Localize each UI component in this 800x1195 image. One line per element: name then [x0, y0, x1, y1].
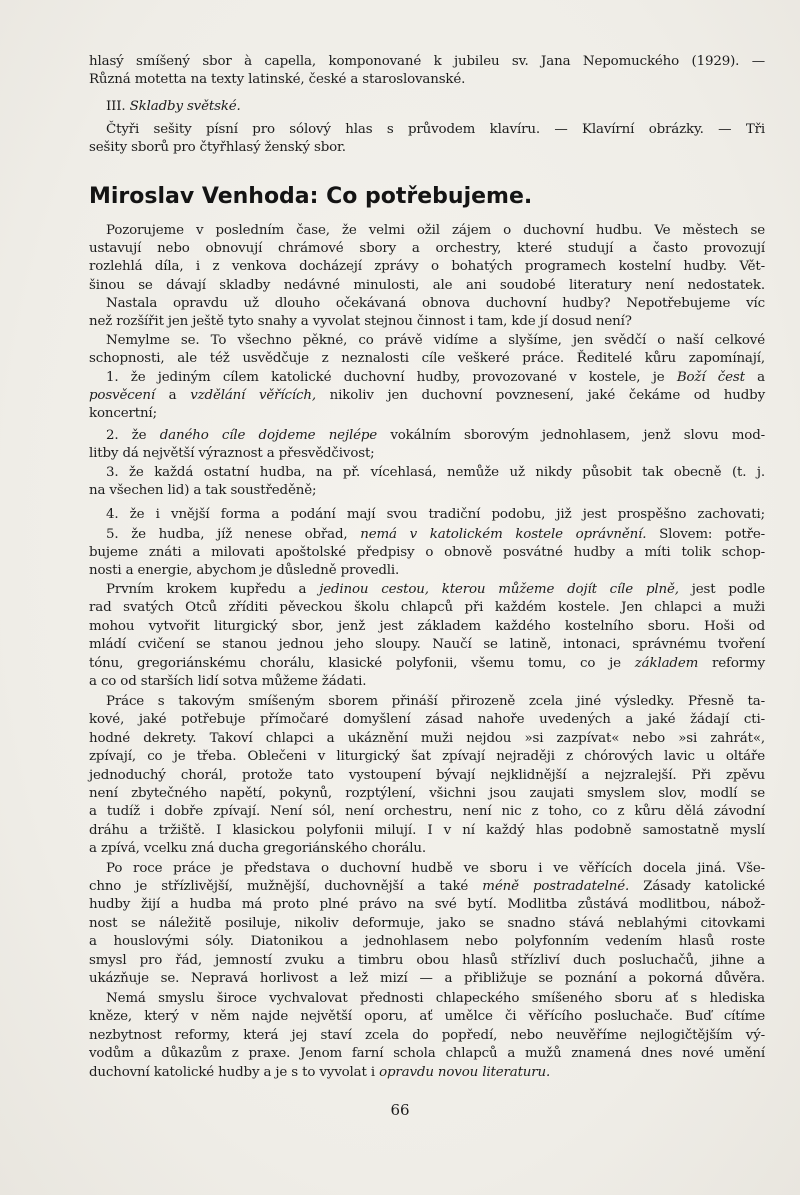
text-run: Po roce práce je představa o duchovní hudbě ve sboru i ve věřících docela jiná. Vše-: [106, 861, 765, 876]
text-run: ustavují nebo obnovují chrámové sbory a orchestry, které studují a často provozují: [89, 241, 765, 256]
text-line: [106, 332, 765, 349]
text-line: [89, 840, 765, 857]
text-run: Různá motetta na texty latinské, české a staroslovanské.: [89, 72, 466, 87]
text-line: [89, 896, 765, 913]
text-run: 1. že jediným cílem katolické duchovní hudby, provozované v kostele, je: [106, 370, 677, 385]
text-line: [89, 240, 765, 257]
text-run: na všechen lid) a tak soustředěně;: [89, 483, 317, 498]
text-line: [89, 1027, 765, 1044]
text-run: mohou vytvořit liturgický sbor, jenž jest základem každého kostelního sboru. Hoši od: [89, 619, 765, 634]
text-run: tónu, gregoriánskému chorálu, klasické polyfonii, všemu tomu, co je: [89, 656, 635, 671]
article-heading: Miroslav Venhoda: Co potřebujeme.: [89, 184, 533, 209]
text-line: [89, 1008, 765, 1025]
text-run: duchovní katolické hudby a je s to vyvolat i: [89, 1065, 380, 1080]
text-run: a: [744, 370, 765, 385]
text-run: mládí cvičení se stanou jednou jeho sloupy. Naučí se latině, intonaci, správnému tvoření: [89, 637, 765, 652]
text-run: Nemylme se. To všechno pěkné, co právě vidíme a slyšíme, jen svědčí o naší celkové: [106, 333, 765, 348]
text-run: kové, jaké potřebuje přímočaré domyšlení zásad nahoře uvedených a jaké žádají cti-: [89, 712, 765, 727]
text-line: [106, 427, 765, 444]
text-line: [106, 581, 765, 598]
text-run: šinou se dávají skladby nedávné minulosti, ale ani soudobé literatury není nedostatek.: [89, 278, 765, 293]
text-line: [106, 295, 765, 312]
text-run: Nemá smyslu široce vychvalovat přednosti chlapeckého smíšeného sboru ať s hlediska: [106, 991, 765, 1006]
text-run: zpívají, co je třeba. Oblečeni v liturgický šat zpívají nejraději z chórových lavic u oltáře: [89, 749, 765, 764]
text-run: vodům a důkazům z praxe. Jenom farní schola chlapců a mužů znamená dnes nové umění: [89, 1046, 765, 1061]
text-line: [89, 933, 765, 950]
text-run: Slovem: potře-: [646, 527, 765, 542]
text-line: [89, 785, 765, 802]
text-line: [89, 405, 765, 422]
text-run: Pozorujeme v posledním čase, že velmi ožil zájem o duchovní hudbu. Ve městech se: [106, 223, 765, 238]
text-line: [106, 693, 765, 710]
text-run: ukázňuje se. Nepravá horlivost a lež mizí — a přibližuje se poznání a pokorná důvěra.: [89, 971, 765, 986]
text-run: koncertní;: [89, 406, 157, 421]
text-line: [106, 98, 765, 115]
text-run: jednoduchý chorál, protože tato vystoupení bývají nejklidnější a nejzralejší. Při zpěvu: [89, 768, 765, 783]
text-run: a houslovými sóly. Diatonikou a jednohlasem nebo polyfonním vedením hlasů roste: [89, 934, 765, 949]
text-run: a tudíž i dobře zpívají. Není sól, není orchestru, není nic z toho, co z kůru dělá závodní: [89, 804, 765, 819]
text-run: chno je střízlivější, mužnější, duchovnější a také: [89, 879, 483, 894]
text-run: sešity sborů pro čtyřhlasý ženský sbor.: [89, 140, 346, 155]
text-run: reformy: [698, 656, 765, 671]
text-line: [89, 711, 765, 728]
text-run: nosti a energie, abychom je důsledně provedli.: [89, 563, 400, 578]
text-run: dráhu a tržiště. I klasickou polyfonii milují. I v ní každý hlas podobně samostatně myslí: [89, 823, 765, 838]
text-line: [89, 71, 765, 88]
page-number: 66: [390, 1101, 410, 1119]
text-run: 5. že hudba, jíž nenese obřad,: [106, 527, 361, 542]
text-run: III.: [106, 99, 130, 114]
text-line: [89, 277, 765, 294]
text-run: rad svatých Otců zříditi pěveckou školu chlapců při každém kostele. Jen chlapci a muži: [89, 600, 765, 615]
text-run: než rozšířit jen ještě tyto snahy a vyvolat stejnou činnost i tam, kde jí dosud není?: [89, 314, 632, 329]
text-line: [89, 655, 765, 672]
text-line: [89, 387, 765, 404]
text-line: [89, 599, 765, 616]
text-line: [89, 350, 765, 367]
text-run: hudby žijí a hudba má proto plné právo na své bytí. Modlitba zůstává modlitbou, nábož-: [89, 897, 765, 912]
text-line: [89, 803, 765, 820]
text-line: [106, 526, 765, 543]
text-run: rozlehlá díla, i z venkova docházejí zprávy o bohatých programech kostelní hudby. Vět-: [89, 259, 765, 274]
text-run: litby dá největší výraznost a přesvědčivost;: [89, 446, 375, 461]
text-run: 4. že i vnější forma a podání mají svou tradiční podobu, již jest prospěšno zachovati;: [106, 507, 765, 522]
text-run: bujeme znáti a milovati apoštolské předpisy o obnově posvátné hudby a míti tolik schop-: [89, 545, 765, 560]
text-run: 2. že: [106, 428, 160, 443]
text-run: a zpívá, vcelku zná ducha gregoriánského chorálu.: [89, 841, 427, 856]
text-run: jest podle: [678, 582, 766, 597]
italic-text: Skladby světské.: [129, 99, 241, 114]
text-line: [89, 748, 765, 765]
text-run: Práce s takovým smíšeným sborem přináší přirozeně zcela jiné výsledky. Přesně ta-: [106, 694, 765, 709]
text-run: a co od starších lidí sotva můžeme žádati.: [89, 674, 367, 689]
text-line: [106, 464, 765, 481]
text-line: [89, 1045, 765, 1062]
text-line: [89, 445, 765, 462]
text-run: smysl pro řád, jemností zvuku a timbru obou hlasů střízliví duch posluchačů, jihne a: [89, 953, 765, 968]
text-run: Nastala opravdu už dlouho očekávaná obnova duchovní hudby? Nepotřebujeme víc: [106, 296, 765, 311]
text-line: [106, 506, 765, 523]
text-line: [89, 970, 765, 987]
text-line: [89, 822, 765, 839]
text-line: [89, 544, 765, 561]
text-line: [89, 313, 765, 330]
italic-text: jedinou cestou, kterou můžeme dojít cíle plně,: [319, 582, 679, 597]
text-run: hodné dekrety. Takoví chlapci a ukáznění muži nejdou »si zazpívat« nebo »si zahrát«,: [89, 731, 765, 746]
text-run: a: [154, 388, 191, 403]
text-line: [89, 636, 765, 653]
text-line: [89, 482, 765, 499]
text-line: [89, 673, 765, 690]
text-line: [89, 878, 765, 895]
italic-text: nemá v katolickém kostele oprávnění.: [360, 527, 647, 542]
text-run: Prvním krokem kupředu a: [106, 582, 320, 597]
text-line: [106, 860, 765, 877]
italic-text: posvěcení: [89, 388, 155, 403]
text-run: nikoliv jen duchovní povznesení, jaké čekáme od hudby: [315, 388, 766, 403]
text-line: [89, 562, 765, 579]
text-run: hlasý smíšený sbor à capella, komponované k jubileu sv. Jana Nepomuckého (1929). —: [89, 54, 765, 69]
text-run: není zbytečného napětí, pokynů, rozptýlení, všichni jsou zaujati smyslem slov, modlí se: [89, 786, 765, 801]
text-run: nezbytnost reformy, která jej staví zcela do popředí, nebo neuvěříme nejlogičtějším vý-: [89, 1028, 765, 1043]
italic-text: méně postradatelné.: [482, 879, 630, 894]
text-line: [106, 369, 765, 386]
text-line: [89, 767, 765, 784]
text-line: [106, 222, 765, 239]
text-line: [89, 53, 765, 70]
text-run: Čtyři sešity písní pro sólový hlas s průvodem klavíru. — Klavírní obrázky. — Tři: [106, 122, 765, 137]
text-line: [89, 618, 765, 635]
text-run: kněze, který v něm najde největší oporu, ať umělce či věřícího posluchače. Buď cítíme: [89, 1009, 765, 1024]
text-line: [89, 139, 765, 156]
text-line: [89, 730, 765, 747]
italic-text: Boží čest: [676, 370, 745, 385]
text-run: nost se náležitě posiluje, nikoliv deformuje, jako se snadno stává neblahými citovkami: [89, 916, 765, 931]
italic-text: vzdělání věřících,: [190, 388, 316, 403]
text-line: [89, 952, 765, 969]
text-run: Zásady katolické: [629, 879, 765, 894]
italic-text: daného cíle dojdeme nejlépe: [159, 428, 378, 443]
text-run: vokálním sborovým jednohlasem, jenž slovu mod-: [377, 428, 765, 443]
italic-text: opravdu novou literaturu.: [379, 1065, 551, 1080]
text-line: [89, 258, 765, 275]
text-line: [89, 1064, 765, 1081]
text-line: [106, 990, 765, 1007]
text-run: schopnosti, ale též usvědčuje z neznalosti cíle veškeré práce. Ředitelé kůru zapomínají,: [89, 351, 765, 366]
italic-text: základem: [634, 656, 699, 671]
text-line: [89, 915, 765, 932]
text-run: 3. že každá ostatní hudba, na př. vícehlasá, nemůže už nikdy působit tak obecně (t. j.: [106, 465, 765, 480]
text-line: [106, 121, 765, 138]
